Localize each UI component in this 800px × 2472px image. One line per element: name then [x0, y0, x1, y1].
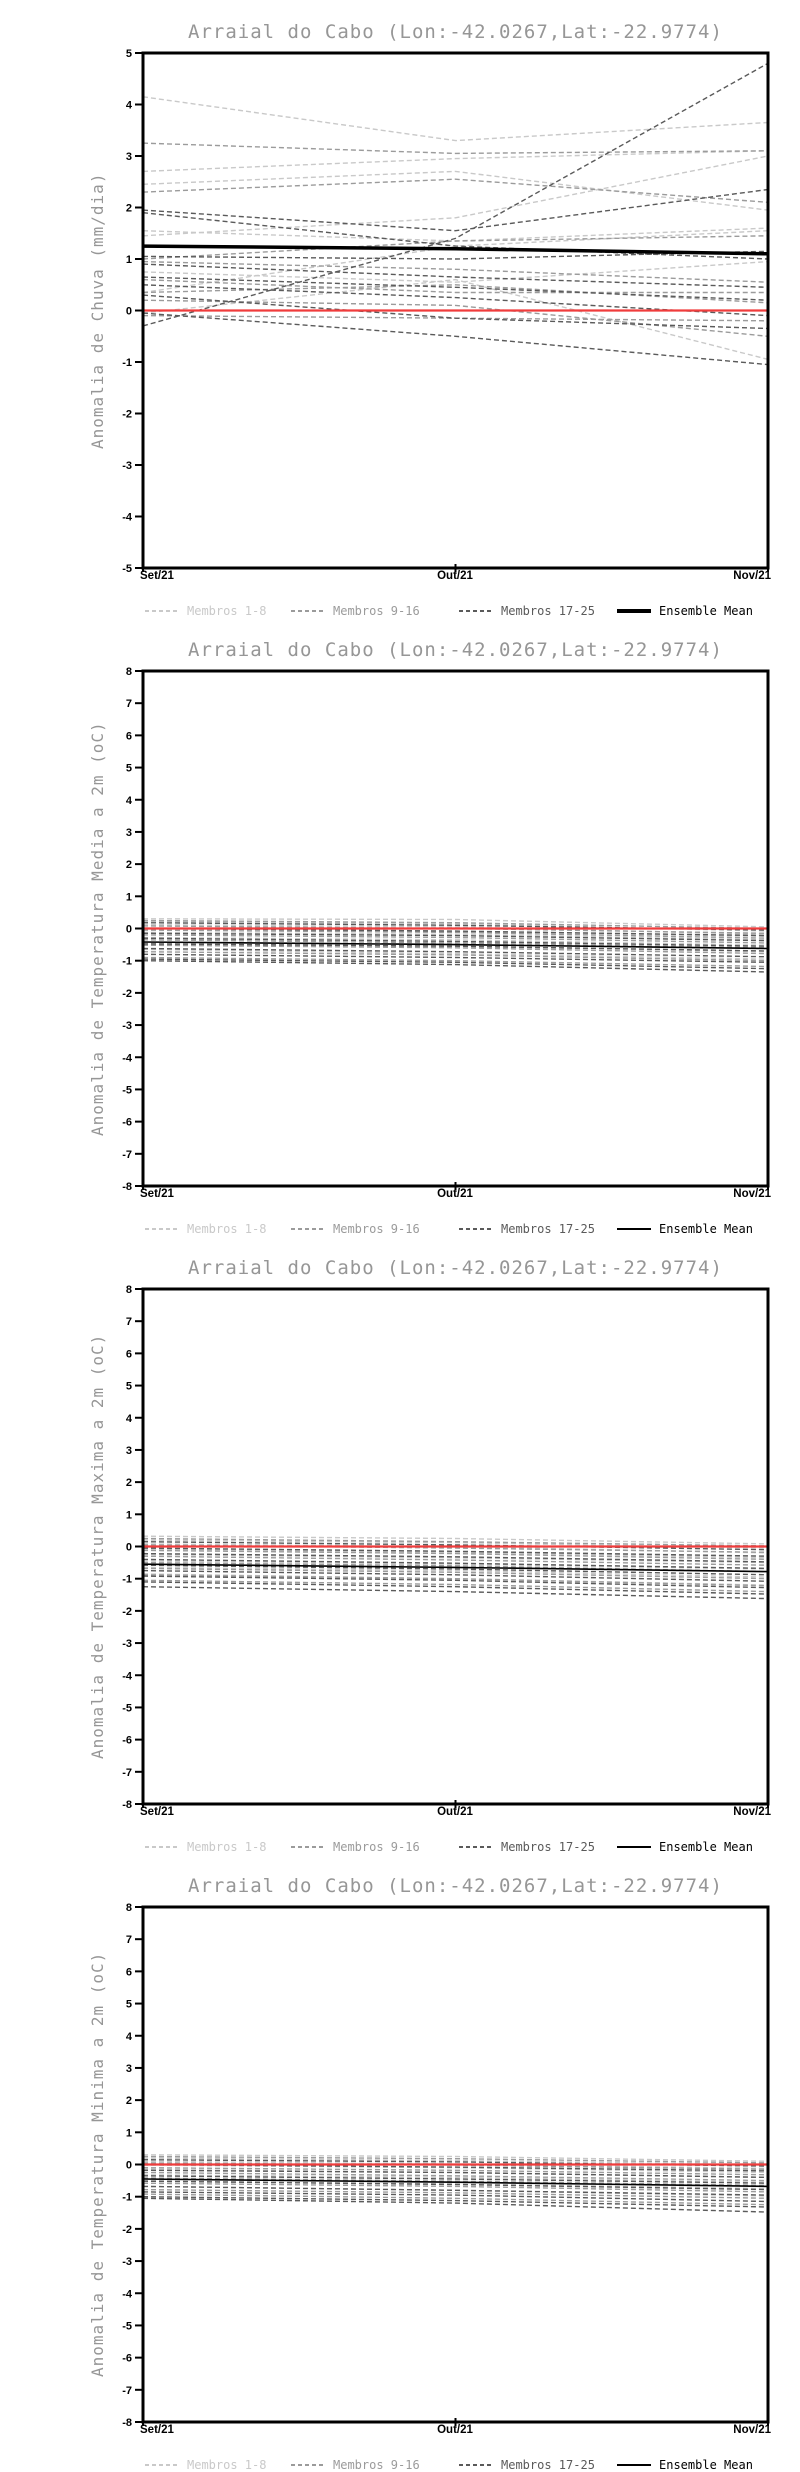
legend-label: Membros 9-16 — [333, 604, 420, 618]
svg-text:0: 0 — [125, 1541, 132, 1554]
solid-line-sample — [617, 1228, 651, 1230]
legend-label: Membros 9-16 — [333, 1222, 420, 1236]
svg-text:1: 1 — [125, 1509, 132, 1522]
svg-text:-7: -7 — [122, 1766, 132, 1779]
svg-text:-6: -6 — [122, 1734, 132, 1747]
svg-text:4: 4 — [125, 794, 132, 807]
svg-text:2: 2 — [125, 859, 132, 872]
svg-text:-3: -3 — [122, 460, 132, 472]
dashed-line-sample — [459, 1846, 493, 1848]
y-axis-label: Anomalia de Chuva (mm/dia) — [88, 172, 107, 449]
legend-item-members-9-16 — [291, 2458, 420, 2472]
plot-area — [0, 1854, 800, 2472]
svg-text:-2: -2 — [122, 408, 132, 421]
svg-text:0: 0 — [125, 2159, 132, 2172]
dashed-line-sample — [459, 1228, 493, 1230]
legend-item-members-1-8 — [145, 2458, 266, 2472]
legend-label: Membros 1-8 — [187, 1840, 267, 1854]
legend-item-ensemble-mean — [617, 604, 753, 618]
svg-text:8: 8 — [125, 666, 132, 678]
svg-text:1: 1 — [125, 2127, 132, 2140]
svg-text:-8: -8 — [122, 1181, 132, 1193]
chart-panel-temp-minima — [0, 1854, 800, 2472]
svg-text:-4: -4 — [122, 2288, 132, 2301]
svg-text:2: 2 — [125, 202, 132, 215]
svg-text:-4: -4 — [122, 1670, 132, 1683]
svg-text:-5: -5 — [122, 1084, 132, 1097]
chart-panel-temp-maxima — [0, 1236, 800, 1854]
solid-line-sample — [617, 1846, 651, 1848]
svg-text:5: 5 — [125, 1380, 132, 1393]
dashed-line-sample — [291, 1228, 325, 1230]
svg-text:-1: -1 — [122, 2191, 132, 2204]
svg-text:-2: -2 — [122, 987, 132, 1000]
legend-label: Ensemble Mean — [659, 1222, 753, 1236]
legend-label: Membros 17-25 — [501, 2458, 595, 2472]
plot-area — [0, 0, 800, 618]
svg-text:-2: -2 — [122, 2223, 132, 2236]
y-axis-label: Anomalia de Temperatura Minima a 2m (oC) — [88, 1951, 107, 2378]
dashed-line-sample — [459, 610, 493, 612]
svg-text:-6: -6 — [122, 1116, 132, 1129]
legend-label: Membros 9-16 — [333, 2458, 420, 2472]
chart-title: Arraial do Cabo (Lon:-42.0267,Lat:-22.9774) — [188, 21, 723, 43]
legend-item-members-9-16 — [291, 1222, 420, 1236]
svg-text:5: 5 — [125, 762, 132, 775]
svg-text:-5: -5 — [122, 2320, 132, 2333]
svg-text:-3: -3 — [122, 2256, 132, 2269]
legend-item-members-17-25 — [459, 2458, 595, 2472]
svg-text:0: 0 — [125, 923, 132, 936]
legend-item-members-17-25 — [459, 604, 595, 618]
dashed-line-sample — [145, 2464, 179, 2466]
legend-label: Ensemble Mean — [659, 1840, 753, 1854]
svg-text:-5: -5 — [122, 563, 132, 575]
legend-label: Membros 17-25 — [501, 604, 595, 618]
svg-text:-3: -3 — [122, 1020, 132, 1033]
svg-text:0: 0 — [125, 305, 132, 318]
svg-text:-1: -1 — [122, 955, 132, 968]
dashed-line-sample — [145, 1228, 179, 1230]
chart-title: Arraial do Cabo (Lon:-42.0267,Lat:-22.9774) — [188, 1875, 723, 1897]
legend-label: Membros 1-8 — [187, 604, 267, 618]
legend-item-members-17-25 — [459, 1222, 595, 1236]
svg-text:-1: -1 — [122, 1573, 132, 1586]
x-tick-label-start: Set/21 — [140, 1806, 174, 1818]
legend-label: Membros 1-8 — [187, 1222, 267, 1236]
legend-item-members-17-25 — [459, 1840, 595, 1854]
svg-text:-6: -6 — [122, 2352, 132, 2365]
legend-item-members-1-8 — [145, 1840, 266, 1854]
legend-label: Membros 17-25 — [501, 1222, 595, 1236]
x-tick-label-mid: Out/21 — [437, 1806, 473, 1818]
svg-text:8: 8 — [125, 1902, 132, 1914]
svg-text:3: 3 — [125, 2062, 132, 2075]
dashed-line-sample — [291, 1846, 325, 1848]
legend-item-members-1-8 — [145, 1222, 266, 1236]
svg-text:-8: -8 — [122, 1799, 132, 1811]
dashed-line-sample — [145, 1846, 179, 1848]
chart-title: Arraial do Cabo (Lon:-42.0267,Lat:-22.9774) — [188, 1257, 723, 1279]
legend-item-members-1-8 — [145, 604, 266, 618]
svg-text:5: 5 — [125, 48, 132, 60]
y-axis-label: Anomalia de Temperatura Media a 2m (oC) — [88, 721, 107, 1136]
svg-text:1: 1 — [125, 891, 132, 904]
svg-text:-4: -4 — [122, 511, 132, 524]
dashed-line-sample — [145, 610, 179, 612]
legend-item-members-9-16 — [291, 604, 420, 618]
x-tick-label-start: Set/21 — [140, 2424, 174, 2436]
x-tick-label-end: Nov/21 — [733, 1806, 771, 1818]
svg-text:6: 6 — [125, 730, 132, 743]
chart-panel-temp-media — [0, 618, 800, 1236]
x-tick-label-mid: Out/21 — [437, 2424, 473, 2436]
x-tick-label-mid: Out/21 — [437, 570, 473, 582]
x-tick-label-end: Nov/21 — [733, 2424, 771, 2436]
legend-item-ensemble-mean — [617, 1222, 753, 1236]
y-axis-label: Anomalia de Temperatura Maxima a 2m (oC) — [88, 1333, 107, 1760]
x-tick-label-start: Set/21 — [140, 570, 174, 582]
svg-text:7: 7 — [125, 698, 132, 711]
legend-label: Membros 9-16 — [333, 1840, 420, 1854]
dashed-line-sample — [459, 2464, 493, 2466]
x-tick-label-start: Set/21 — [140, 1188, 174, 1200]
svg-text:7: 7 — [125, 1934, 132, 1947]
chart-panel-chuva — [0, 0, 800, 618]
svg-text:4: 4 — [125, 2030, 132, 2043]
svg-text:1: 1 — [125, 254, 132, 266]
plot-area — [0, 618, 800, 1236]
solid-line-sample — [617, 609, 651, 613]
x-tick-label-end: Nov/21 — [733, 1188, 771, 1200]
svg-text:4: 4 — [125, 1412, 132, 1425]
legend-item-ensemble-mean — [617, 2458, 753, 2472]
legend-item-members-9-16 — [291, 1840, 420, 1854]
legend-label: Ensemble Mean — [659, 604, 753, 618]
svg-text:-7: -7 — [122, 1148, 132, 1161]
svg-text:-1: -1 — [122, 357, 132, 369]
x-tick-label-mid: Out/21 — [437, 1188, 473, 1200]
svg-text:2: 2 — [125, 2095, 132, 2108]
svg-text:-3: -3 — [122, 1638, 132, 1651]
dashed-line-sample — [291, 610, 325, 612]
chart-title: Arraial do Cabo (Lon:-42.0267,Lat:-22.9774) — [188, 639, 723, 661]
svg-text:-8: -8 — [122, 2417, 132, 2429]
svg-text:6: 6 — [125, 1348, 132, 1361]
solid-line-sample — [617, 2464, 651, 2466]
legend-item-ensemble-mean — [617, 1840, 753, 1854]
svg-text:6: 6 — [125, 1966, 132, 1979]
svg-text:3: 3 — [125, 826, 132, 839]
svg-text:7: 7 — [125, 1316, 132, 1329]
legend-label: Membros 17-25 — [501, 1840, 595, 1854]
svg-text:8: 8 — [125, 1284, 132, 1296]
svg-text:5: 5 — [125, 1998, 132, 2011]
svg-text:4: 4 — [125, 99, 132, 112]
plot-area — [0, 1236, 800, 1854]
svg-text:-5: -5 — [122, 1702, 132, 1715]
legend-label: Ensemble Mean — [659, 2458, 753, 2472]
x-tick-label-end: Nov/21 — [733, 570, 771, 582]
svg-text:-7: -7 — [122, 2384, 132, 2397]
svg-text:2: 2 — [125, 1477, 132, 1490]
dashed-line-sample — [291, 2464, 325, 2466]
svg-text:-2: -2 — [122, 1605, 132, 1618]
svg-text:3: 3 — [125, 151, 132, 163]
svg-text:-4: -4 — [122, 1052, 132, 1065]
svg-text:3: 3 — [125, 1444, 132, 1457]
legend-label: Membros 1-8 — [187, 2458, 267, 2472]
